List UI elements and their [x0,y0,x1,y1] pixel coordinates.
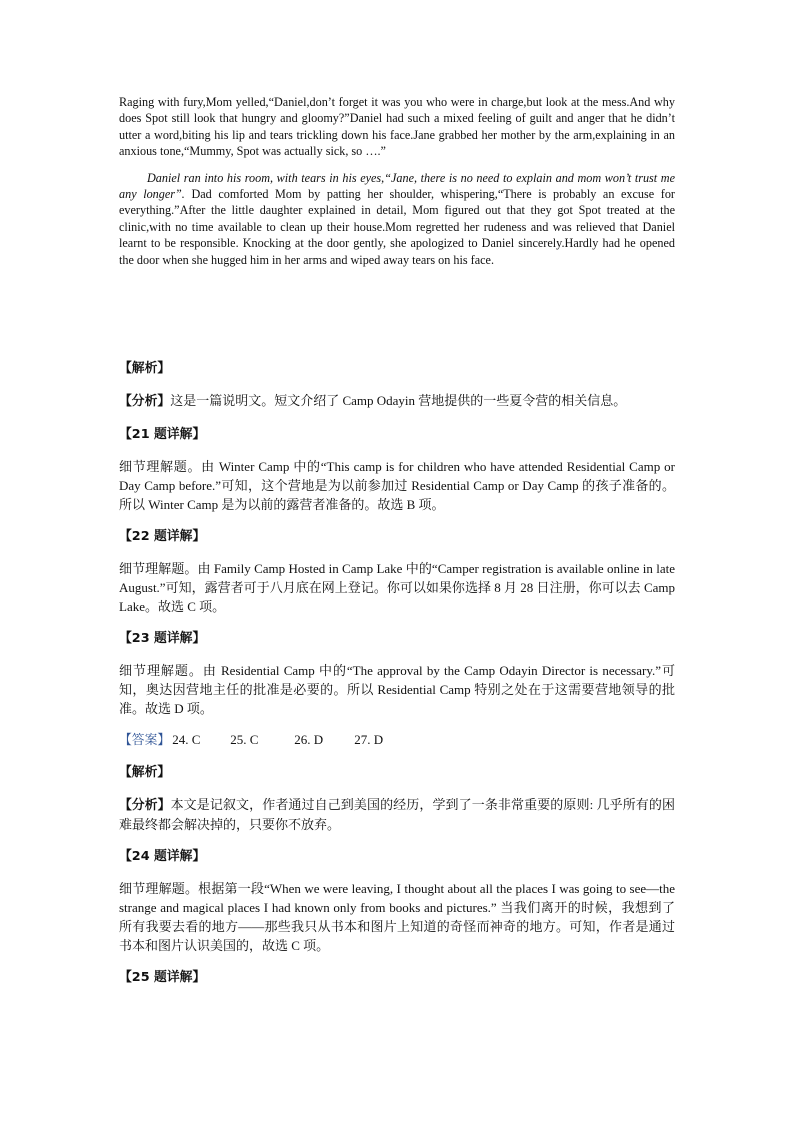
story-italic-sentence: Daniel ran into his room, with tears in his eyes,“Jane, there is no need to explain and mom won’t trust me any longer”. [119,170,675,202]
q25-heading: 【25 题详解】 [119,970,206,986]
analysis-heading-2: 【解析】 [119,765,171,781]
answer-item: 24. C [172,732,201,748]
story-paragraph-1: Raging with fury,Mom yelled,“Daniel,don’t forget it was you who were in charge,but look at the mess.And why does Spot still look that hungry and gloomy?”Daniel had such a mixed feeling of guilt and anger that he didn’t utter a word,biting his lip and tears trickling down his face.Jane grabbed her mother by the arm,explaining in an anxious tone,“Mummy, Spot was actually sick, so ….” [119,95,675,159]
q22-explanation: 细节理解题。由 Family Camp Hosted in Camp Lake 中的“Camper registration is available online in late August.”可知，露营者可于八月底在网上登记。你可以如果你选择 8 月 28 日注册，你可以去 Camp Lake。故选 C 项。 [119,561,675,615]
story-paragraph-2-rest: Dad comforted Mom by patting her shoulder, whispering,“There is probably an excuse for everything.”After the little daughter explained in detail, Mom figured out that they got Spot treated at the clinic,with no time available to clean up their house.Mom regretted her rudeness and was relieved that Daniel learnt to be responsible. Knocking at the door gently, she apologized to Daniel sincerely.Hardly had he opened the door when she hugged him in her arms and wiped away tears on his face. [119,187,675,267]
q23-heading: 【23 题详解】 [119,631,206,647]
document-page [119,94,675,988]
q22-heading: 【22 题详解】 [119,529,206,545]
q21-heading: 【21 题详解】 [119,427,206,443]
answer-item: 27. D [354,732,384,748]
q23-explanation: 细节理解题。由 Residential Camp 中的“The approval by the Camp Odayin Director is necessary.”可知，奥达因营地主任的批准是必要的。所以 Residential Camp 特别之处在于这需要营地领导的批准。故选 D 项。 [119,663,675,717]
answer-line [119,730,675,750]
answer-label: 【答案】 [119,733,171,749]
q24-explanation: 细节理解题。根据第一段“When we were leaving, I thought about all the places I was going to see—the strange and magical places I had known only from books and pictures.” 当我们离开的时候，我想到了所有我要去看的地方——那些我只从书本和图片上知道的奇怪而神奇的地方。可知，作者是通过书本和图片认识美国的，故选 C 项。 [119,881,675,954]
q24-heading: 【24 题详解】 [119,849,206,865]
analysis-summary-1: 【分析】这是一篇说明文。短文介绍了 Camp Odayin 营地提供的一些夏令营的相关信息。 [119,393,627,410]
answer-item: 25. C [230,732,259,748]
analysis-summary-2: 【分析】本文是记叙文，作者通过自己到美国的经历，学到了一条非常重要的原则: 几乎所有的困难最终都会解决掉的，只要你不放弃。 [119,797,675,833]
story-paragraph-2 [119,170,675,268]
q21-explanation: 细节理解题。由 Winter Camp 中的“This camp is for children who have attended Residential Camp or Day Camp before.”可知，这个营地是为以前参加过 Residential Camp or Day Camp 的孩子准备的。所以 Winter Camp 是为以前的露营者准备的。故选 B 项。 [119,459,675,513]
analysis-heading-1: 【解析】 [119,361,171,377]
answer-item: 26. D [294,732,324,748]
